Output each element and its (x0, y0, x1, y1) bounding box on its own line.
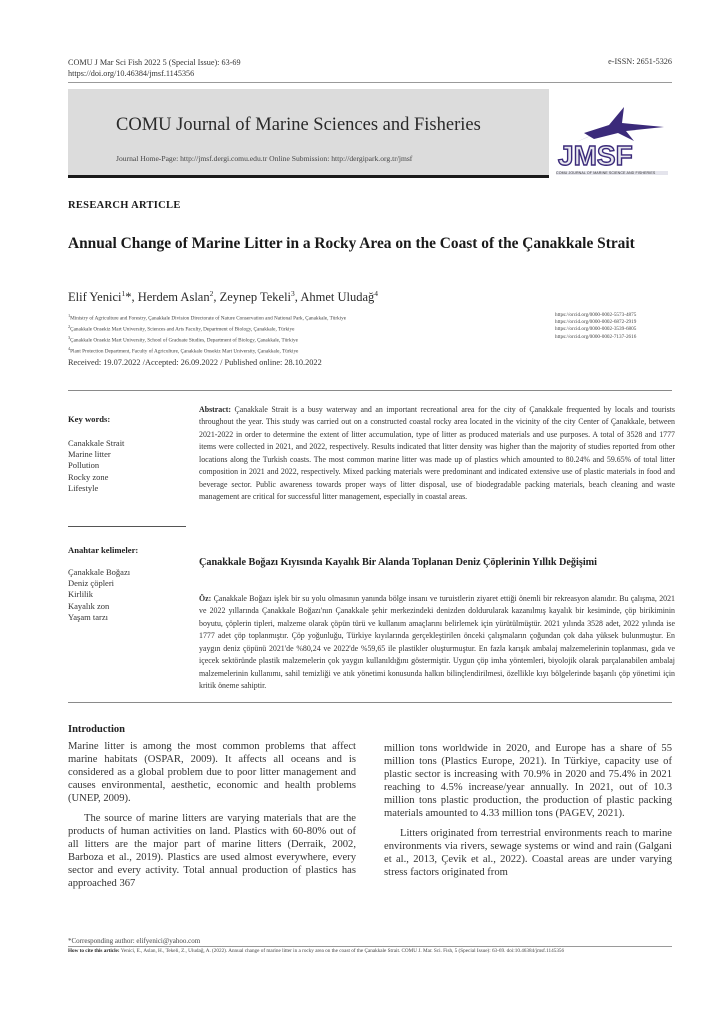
journal-banner (68, 89, 549, 178)
header-divider (68, 82, 672, 83)
turkish-title: Çanakkale Boğazı Kıyısında Kayalık Bir Alanda Toplanan Deniz Çöplerinin Yıllık Değişimi (199, 557, 597, 568)
keyword: Rocky zone (68, 471, 109, 482)
eissn: e-ISSN: 2651-5326 (608, 57, 672, 66)
corresponding-author: *Corresponding author: elifyenici@yahoo.com (68, 937, 201, 945)
turkish-abstract (199, 593, 675, 693)
anahtar-keyword: Çanakkale Boğazı (68, 567, 131, 577)
paragraph: The source of marine litters are varying materials that are the products of human activities on land. Plastics with 60-80% out of all litters are the major part of marine litters (Derraik, 2002, Barboza et al., 2019). Plastics are used almost everywhere, every sector and every activity. Total annual production of plastics has approached 367 (68, 812, 356, 889)
anahtar-heading: Anahtar kelimeler: (68, 545, 139, 555)
anahtar-keyword: Deniz çöpleri (68, 578, 115, 589)
affiliation-item: $^4$Plant Protection Department, Faculty of Agriculture, Çanakkale Onsekiz Mart University, Çanakkale, Türkiye (68, 345, 299, 355)
citation (68, 948, 672, 955)
keyword: Pollution (68, 460, 100, 471)
doi-link[interactable]: https://doi.org/10.46384/jmsf.1145356 (68, 69, 195, 78)
affiliation-item: $^2$Çanakkale Onsekiz Mart University, Sciences and Arts Faculty, Department of Biology, Çanakkale, Türkiye (68, 323, 295, 333)
keywords-list (68, 438, 124, 494)
logo-subtitle: COMU JOURNAL OF MARINE SCIENCE AND FISHERIES (556, 171, 668, 175)
affiliation-item: $^1$Ministry of Agriculture and Forestry, Çanakkale Division Directorate of Nature Conservation and National Park, Çanakkale, Türkiye (68, 313, 347, 322)
anahtar-list (68, 567, 130, 623)
orcid-list (555, 312, 636, 341)
author-list: Elif Yenici$^1$*, Herdem Aslan$^2$, Zeynep Tekeli$^3$, Ahmet Uludağ$^4$ (68, 289, 379, 305)
anahtar-keyword: Yaşam tarzı (68, 611, 108, 622)
jmsf-logo (554, 103, 674, 175)
anahtar-keyword: Kirlilik (68, 589, 94, 600)
body-column-right (384, 743, 672, 887)
cite-label: How to cite this article: (68, 948, 120, 954)
affiliations (68, 312, 346, 356)
journal-citation: COMU J Mar Sci Fish 2022 5 (Special Issue): 63-69 (68, 58, 241, 67)
publication-dates: Received: 19.07.2022 /Accepted: 26.09.2022 / Published online: 28.10.2022 (68, 358, 322, 367)
journal-links[interactable]: Journal Home-Page: http://jmsf.dergi.comu.edu.tr Online Submission: http://dergipark.org.tr/jmsf (116, 154, 413, 163)
abstract-label: Abstract: (199, 405, 231, 414)
oz-label: Öz: (199, 594, 212, 603)
author-name: Zeynep Tekeli (219, 290, 292, 305)
affiliation-item: $^3$Çanakkale Onsekiz Mart University, School of Graduate Studies, Department of Biology, Çanakkale, Türkiye (68, 334, 298, 344)
orcid-link[interactable]: https://orcid.org/0000-0002-5573-4875 (555, 312, 637, 318)
article-type: RESEARCH ARTICLE (68, 200, 181, 211)
journal-title: COMU Journal of Marine Sciences and Fisheries (116, 115, 481, 135)
section-divider (68, 390, 672, 391)
section-divider (68, 702, 672, 703)
introduction-heading: Introduction (68, 724, 125, 735)
oz-text: Çanakkale Boğazı işlek bir su yolu olmasının yanında bölge insanı ve turuistlerin ziyaret ettiği önemli bir rekreasyon alanıdır. Bu çalışma, 2021 ve 2022 yıllarında Çanakkale Boğazı'nın Çanakkale şehir merkezindeki denizden doldurularak kazanılmış kayalık bir kesiminde, çöp birikiminin boyutu, çöplerin tipleri, malzeme olarak çöpün türü ve kullanım amaçlarını belirlemek için yürütülmüştür. 2021 yılında 3528 adet, 2022 yılında ise 1777 adet çöp toplanmıştır. Çöp yoğunluğu, Türkiye kıyılarında gerçekleştirilen önceki çalışmaların çoğundan çok daha yüksek bulunmuştur. En yaygın deniz çöpünü 2021'de %80,24 ve 2022'de %59,65 ile plastikler oluşturmuştur. En fazla karışık ambalaj malzemelerinin toplanması, gıda ve içecek sektöründe plastik malzemelerin çok yaygın kullanıldığını göstermiştir. Uygun çöp imha yöntemleri, biyolojik olarak parçalanabilen ambalaj malzemelerinin kullanımı, sahil temizliği ve atık yönetimi konusunda halkın bilinçlendirilmesi, özellikle kıyı bölgelerinde başarılı çöp yönetimi için kritik öneme sahiptir. (199, 594, 675, 691)
keyword: Canakkale Strait (68, 438, 125, 448)
author-name: Elif Yenici (68, 290, 122, 305)
abstract-text: Çanakkale Strait is a busy waterway and an important recreational area for the city of Çanakkale frequented by locals and tourists throughout the year. This study was carried out on a constructed coastal rocky area located in the vicinity of the city Center of Çanakkale, between 2021-2022 in order to determine the extent of litter accumulation, type of litter as produced materials and use purposes. A total of 3528 and 1777 items were collected in 2021, and 2022, respectively. Results indicated that litter density was higher than the majority of studies reported from other locations along the Turkish coasts. The most common marine litter was made up of plastics which amounted to 80.24% and 59.65% of total litter composition in 2021 and 2022, respectively. Mixed packing materials were predominant and indicated extensive use of plastic materials in food and beverage sector. Public awareness towards proper ways of litter disposal, use of biodegradable packing materials, beach cleaning and waste management are critical for successful litter management, especially in coastal areas. (199, 405, 675, 502)
keyword: Lifestyle (68, 482, 99, 493)
anahtar-keyword: Kayalık zon (68, 600, 110, 611)
article-title: Annual Change of Marine Litter in a Rocky Area on the Coast of the Çanakkale Strait (68, 235, 635, 252)
logo-text: JMSF (558, 140, 633, 171)
paragraph: million tons worldwide in 2020, and Europe has a share of 55 million tons (Plastics Europe, 2021). In Türkiye, capacity use of plastic sector is increasing with 70.9% in 2020 and 75.4% in 2021 reaching to 4.5% increase/year annually. In 2021, out of 10.3 million tons plastic production, the production of plastic packing materials amounted to 4.33 million tons (PAGEV, 2021). (384, 743, 672, 819)
body-column-left (68, 741, 356, 897)
keyword: Marine litter (68, 449, 111, 460)
paragraph: Marine litter is among the most common problems that affect marine habitats (OSPAR, 2009). It affects all oceans and is considered as a global problem due to poor litter management and causes environmental, aesthetic, economic and health problems (UNEP, 2009). (68, 741, 356, 804)
paragraph: Litters originated from terrestrial environments reach to marine environments via rivers, sewage systems or wind and rain (Galgani et al., 2013, Çevik et al., 2022). Coastal areas are under varying stress factors originated from (384, 827, 672, 878)
orcid-link[interactable]: https://orcid.org/0000-0002-6872-2919 (555, 319, 637, 326)
running-head (68, 57, 241, 79)
abstract (199, 404, 675, 504)
orcid-link[interactable]: https://orcid.org/0000-0002-7137-2616 (555, 333, 637, 340)
marlin-icon (554, 103, 674, 175)
cite-text: Yenici, E., Aslan, H., Tekeli, Z., Uludağ, A. (2022). Annual change of marine litter in a rocky area on the coast of the Çanakkale Strait. COMU J. Mar. Sci. Fish, 5 (Special Issue): 63-69. doi:10.46384/jmsf.1145356 (120, 948, 565, 954)
author-name: Herdem Aslan (137, 290, 210, 305)
footer-divider (68, 946, 672, 947)
keywords-heading: Key words: (68, 414, 111, 424)
author-name: Ahmet Uludağ (300, 290, 375, 305)
keywords-divider (68, 526, 186, 527)
orcid-link[interactable]: https://orcid.org/0000-0002-3539-6805 (555, 326, 637, 333)
